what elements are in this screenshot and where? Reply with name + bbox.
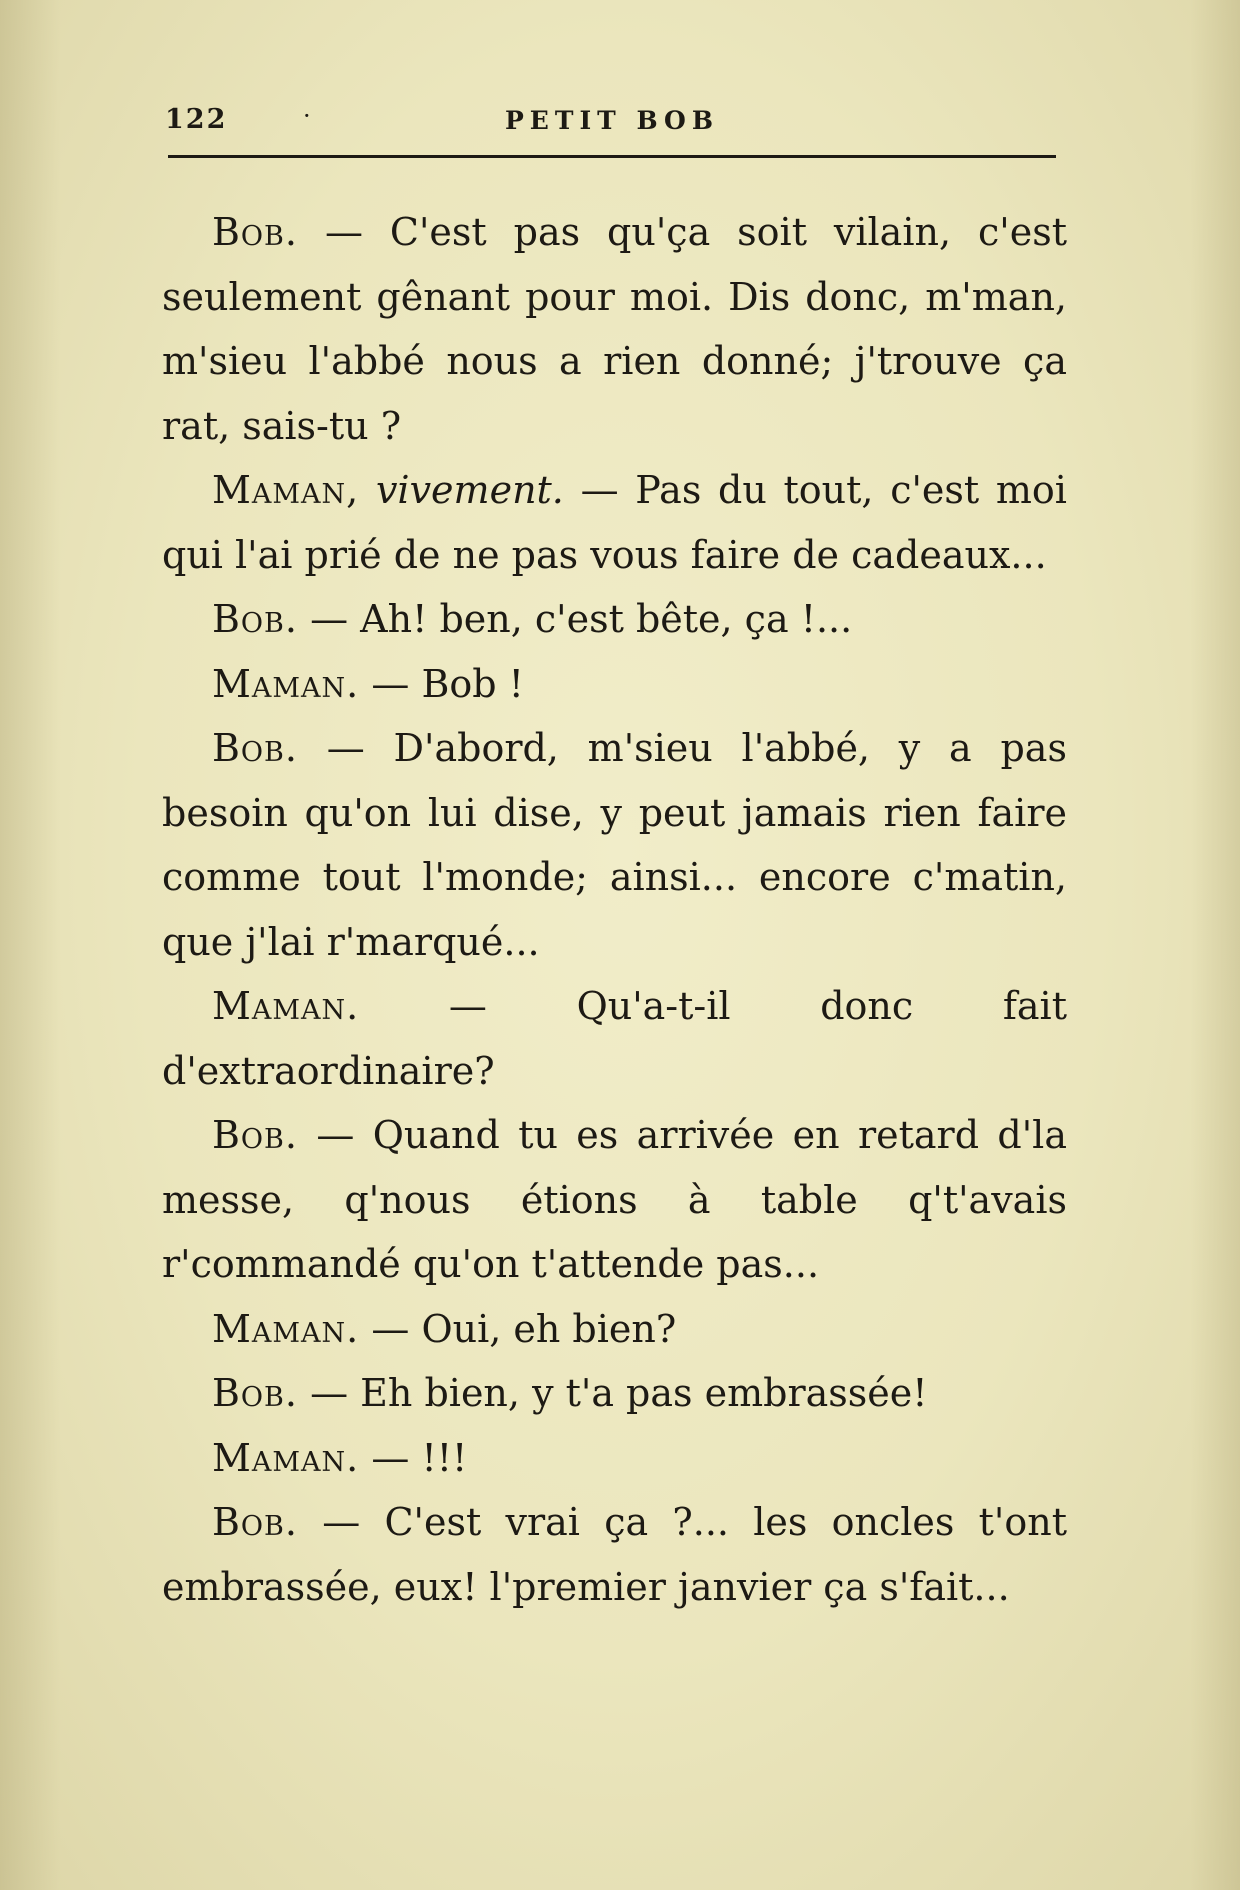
dialogue-line	[162, 1103, 1067, 1297]
dialogue-speech: C'est vrai ça ?... les oncles t'ont embrassée, eux! l'premier janvier ça s'fait...	[162, 1500, 1067, 1609]
dialogue-speech: !!!	[421, 1435, 468, 1480]
dialogue-text	[162, 200, 1067, 1619]
speaker-name: Bob.	[212, 1113, 298, 1157]
dialogue-dash: —	[371, 1306, 410, 1351]
dialogue-line	[162, 587, 1067, 652]
header-rule	[168, 155, 1056, 158]
speaker-name: Bob.	[212, 1500, 298, 1544]
page-number: 122	[165, 104, 228, 135]
dialogue-line	[162, 1297, 1067, 1362]
dialogue-line	[162, 974, 1067, 1103]
speaker-name: Maman.	[212, 1435, 360, 1480]
speaker-name: Maman.	[212, 984, 360, 1028]
dialogue-dash: —	[324, 210, 363, 254]
speaker-name: Bob.	[212, 726, 298, 770]
dialogue-dash: —	[326, 726, 365, 770]
dialogue-dash: —	[316, 1113, 355, 1157]
dialogue-speech: D'abord, m'sieu l'abbé, y a pas besoin qu'on lui dise, y peut jamais rien faire comme tout l'monde; ainsi... encore c'matin, que j'lai r'marqué...	[162, 726, 1067, 964]
dialogue-line	[162, 716, 1067, 974]
dialogue-speech: Oui, eh bien?	[421, 1306, 677, 1351]
stage-direction: vivement.	[375, 468, 564, 512]
speaker-name: Bob.	[212, 1371, 298, 1415]
head-separator: ·	[303, 102, 311, 130]
dialogue-dash: —	[448, 984, 487, 1028]
dialogue-line	[162, 1490, 1067, 1619]
dialogue-line	[162, 1426, 1067, 1491]
dialogue-line	[162, 200, 1067, 458]
dialogue-dash: —	[371, 661, 410, 706]
running-head	[165, 104, 1055, 144]
book-title: PETIT BOB	[505, 106, 719, 135]
dialogue-dash: —	[322, 1500, 361, 1544]
page-shadow-left	[0, 0, 60, 1890]
dialogue-line	[162, 652, 1067, 717]
dialogue-line	[162, 458, 1067, 587]
dialogue-dash: —	[371, 1435, 410, 1480]
speaker-name: Bob.	[212, 210, 298, 254]
dialogue-line	[162, 1361, 1067, 1426]
speaker-name: Maman.	[212, 661, 360, 706]
dialogue-dash: —	[310, 1371, 349, 1415]
dialogue-dash: —	[580, 468, 619, 512]
speaker-name: Maman.	[212, 1306, 360, 1351]
dialogue-dash: —	[310, 597, 349, 641]
dialogue-speech: C'est pas qu'ça soit vilain, c'est seulement gênant pour moi. Dis donc, m'man, m'sieu l'abbé nous a rien donné; j'trouve ça rat, sais-tu ?	[162, 210, 1067, 448]
dialogue-speech: Qu'a-t-il donc fait d'extraordinaire?	[162, 984, 1067, 1093]
dialogue-speech: Quand tu es arrivée en retard d'la messe, q'nous étions à table q't'avais r'commandé qu'on t'attende pas...	[162, 1113, 1067, 1286]
speaker-name: Bob.	[212, 597, 298, 641]
dialogue-speech: Bob !	[421, 661, 524, 706]
dialogue-speech: Pas du tout, c'est moi qui l'ai prié de ne pas vous faire de cadeaux...	[162, 468, 1067, 577]
speaker-name: Maman,	[212, 468, 360, 512]
dialogue-speech: Ah! ben, c'est bête, ça !...	[360, 597, 853, 641]
dialogue-speech: Eh bien, y t'a pas embrassée!	[360, 1371, 928, 1415]
page-shadow-right	[1190, 0, 1240, 1890]
